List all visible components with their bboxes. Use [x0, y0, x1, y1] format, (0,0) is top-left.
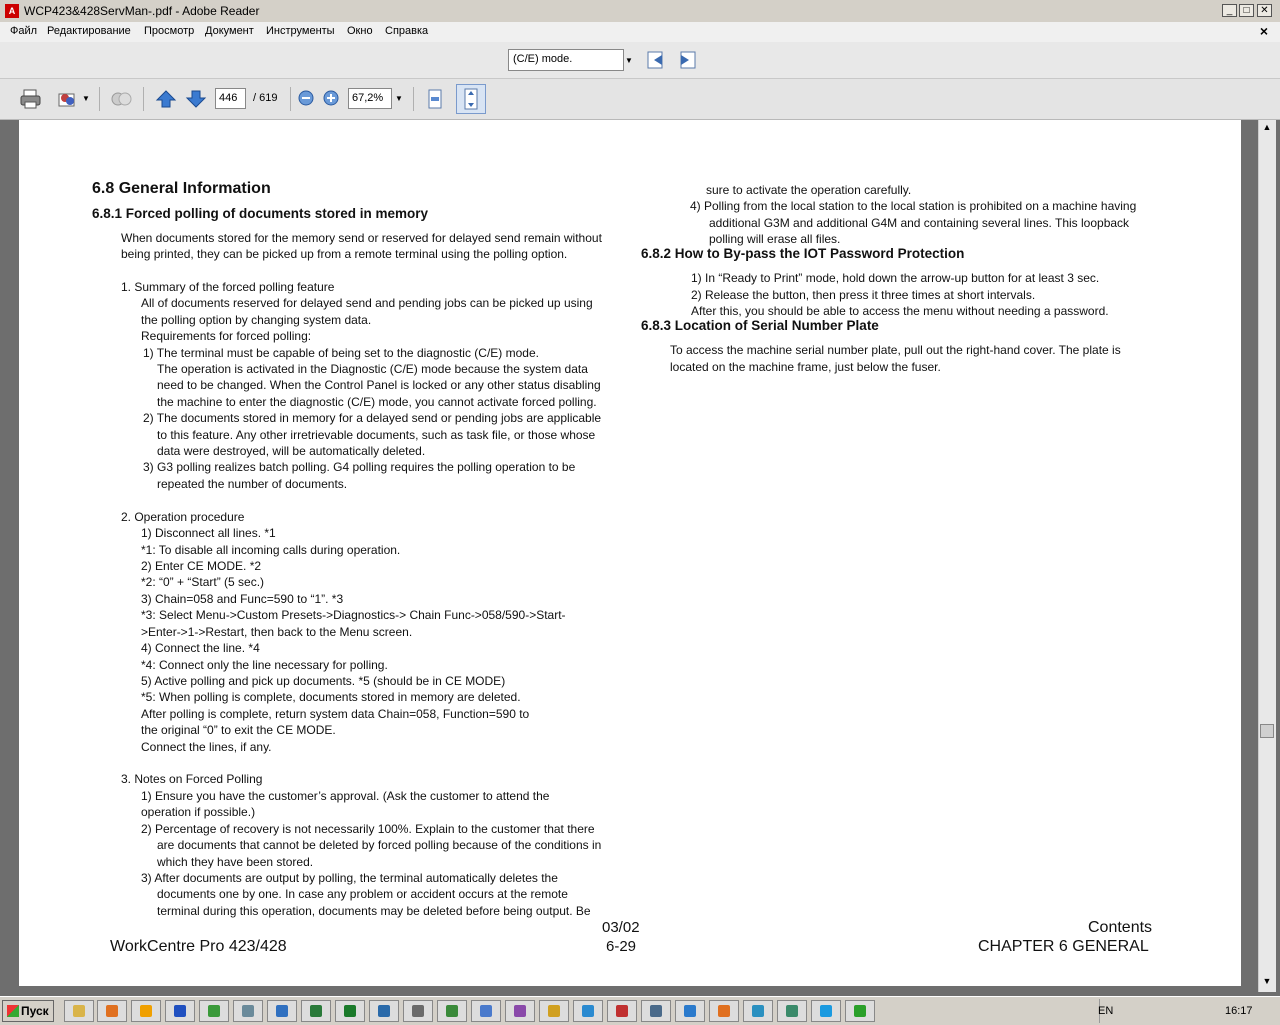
note-3: documents one by one. In case any problem or accident occurs at the remote: [157, 887, 568, 901]
taskbar-app-button[interactable]: [403, 1000, 433, 1022]
start-button[interactable]: [2, 1000, 54, 1022]
taskbar-app-button[interactable]: [199, 1000, 229, 1022]
section-1-line: Requirements for forced polling:: [141, 329, 312, 343]
app-icon: [854, 1005, 866, 1017]
taskbar-app-button[interactable]: [64, 1000, 94, 1022]
heading-6-8: 6.8 General Information: [92, 180, 271, 197]
app-icon: [582, 1005, 594, 1017]
requirement-3: 3) G3 polling realizes batch polling. G4 polling requires the polling operation to be: [143, 460, 576, 474]
title-bar: [0, 0, 1280, 23]
taskbar-app-button[interactable]: [505, 1000, 535, 1022]
app-icon: [514, 1005, 526, 1017]
app-icon: [378, 1005, 390, 1017]
find-next-icon[interactable]: [676, 49, 698, 71]
app-icon: [174, 1005, 186, 1017]
note-4: additional G3M and additional G4M and containing several lines. This loopback: [709, 216, 1130, 230]
taskbar: [0, 996, 1280, 1025]
find-toolbar: [0, 42, 1280, 79]
requirement-1: need to be changed. When the Control Panel is locked or any other status disabling: [157, 378, 601, 392]
procedure-line: *1: To disable all incoming calls during operation.: [141, 543, 401, 557]
pdf-page: [19, 120, 1241, 986]
fit-page-icon[interactable]: [456, 84, 486, 114]
procedure-line: >Enter->1->Restart, then back to the Menu screen.: [141, 625, 413, 639]
share-dropdown-icon[interactable]: ▼: [82, 94, 90, 103]
scroll-up-icon[interactable]: ▲: [1262, 122, 1272, 132]
procedure-line: *4: Connect only the line necessary for polling.: [141, 658, 388, 672]
toolbar-separator: [290, 87, 291, 111]
section-2-title: 2. Operation procedure: [121, 510, 245, 524]
bypass-step: After this, you should be able to access the menu without needing a password.: [691, 304, 1109, 318]
taskbar-app-button[interactable]: [777, 1000, 807, 1022]
taskbar-app-button[interactable]: [437, 1000, 467, 1022]
zoom-input[interactable]: 67,2%: [348, 88, 392, 109]
footer-date: 03/02: [602, 919, 640, 936]
taskbar-app-button[interactable]: [369, 1000, 399, 1022]
close-button[interactable]: ✕: [1257, 4, 1272, 17]
adobe-reader-icon: A: [5, 4, 19, 18]
taskbar-app-button[interactable]: [845, 1000, 875, 1022]
footer-product: WorkCentre Pro 423/428: [110, 938, 287, 955]
previous-page-icon[interactable]: [155, 88, 177, 110]
menu-file[interactable]: Файл: [10, 25, 38, 37]
taskbar-app-button[interactable]: [607, 1000, 637, 1022]
procedure-line: 4) Connect the line. *4: [141, 641, 260, 655]
procedure-line: the original “0” to exit the CE MODE.: [141, 723, 336, 737]
note-2: are documents that cannot be deleted by forced polling because of the conditions in: [157, 838, 602, 852]
note-3-continued: sure to activate the operation carefully.: [706, 183, 912, 197]
toolbar-separator: [143, 87, 144, 111]
app-icon: [106, 1005, 118, 1017]
scrolling-mode-icon[interactable]: [424, 88, 446, 110]
app-icon: [242, 1005, 254, 1017]
footer-contents-link[interactable]: Contents: [1088, 919, 1153, 936]
taskbar-app-button[interactable]: [811, 1000, 841, 1022]
serial-line: To access the machine serial number plate, pull out the right-hand cover. The plate is: [670, 343, 1121, 357]
window-title: WCP423&428ServMan-.pdf - Adobe Reader: [24, 4, 260, 18]
procedure-line: 1) Disconnect all lines. *1: [141, 526, 276, 540]
taskbar-app-button[interactable]: [573, 1000, 603, 1022]
app-icon: [276, 1005, 288, 1017]
heading-6-8-1: 6.8.1 Forced polling of documents stored in memory: [92, 206, 429, 221]
app-icon: [140, 1005, 152, 1017]
taskbar-app-button[interactable]: [301, 1000, 331, 1022]
requirement-1: 1) The terminal must be capable of being set to the diagnostic (C/E) mode.: [143, 346, 539, 360]
start-label: Пуск: [21, 1004, 49, 1018]
intro-line: When documents stored for the memory send or reserved for delayed send remain without: [121, 231, 602, 245]
menu-tools[interactable]: Инструменты: [266, 25, 335, 37]
app-icon: [446, 1005, 458, 1017]
taskbar-app-button[interactable]: [233, 1000, 263, 1022]
taskbar-app-button[interactable]: [131, 1000, 161, 1022]
section-1-title: 1. Summary of the forced polling feature: [121, 280, 335, 294]
toolbar-separator: [99, 87, 100, 111]
close-document-button[interactable]: ×: [1259, 23, 1268, 39]
heading-6-8-2: 6.8.2 How to By-pass the IOT Password Protection: [641, 246, 965, 261]
find-dropdown-icon[interactable]: ▼: [625, 56, 633, 65]
vertical-scrollbar[interactable]: [1258, 120, 1276, 992]
section-1-line: the polling option by changing system data.: [141, 313, 372, 327]
app-icon: [548, 1005, 560, 1017]
app-icon: [208, 1005, 220, 1017]
bypass-step: 1) In “Ready to Print” mode, hold down the arrow-up button for at least 3 sec.: [691, 271, 1100, 285]
app-icon: [752, 1005, 764, 1017]
minimize-button[interactable]: _: [1222, 4, 1237, 17]
app-icon: [310, 1005, 322, 1017]
bypass-step: 2) Release the button, then press it three times at short intervals.: [691, 288, 1036, 302]
document-area: [0, 120, 1258, 992]
maximize-button[interactable]: □: [1239, 4, 1254, 17]
app-icon: [786, 1005, 798, 1017]
menu-help[interactable]: Справка: [385, 25, 429, 37]
print-icon[interactable]: [19, 88, 41, 110]
note-2: 2) Percentage of recovery is not necessarily 100%. Explain to the customer that there: [141, 822, 595, 836]
intro-line: being printed, they can be picked up from a remote terminal using the polling option.: [121, 247, 568, 261]
main-toolbar: [0, 79, 1280, 120]
collaborate-icon[interactable]: [110, 88, 132, 110]
procedure-line: After polling is complete, return system data Chain=058, Function=590 to: [141, 707, 530, 721]
app-icon: [684, 1005, 696, 1017]
windows-logo-icon: [7, 1005, 19, 1017]
note-1: operation if possible.): [141, 805, 256, 819]
taskbar-app-button[interactable]: [743, 1000, 773, 1022]
note-3: terminal during this operation, documents may be deleted before being output. Be: [157, 904, 591, 918]
procedure-line: 2) Enter CE MODE. *2: [141, 559, 262, 573]
taskbar-app-button[interactable]: [539, 1000, 569, 1022]
zoom-in-icon[interactable]: [323, 90, 345, 112]
scroll-thumb[interactable]: [1260, 724, 1274, 738]
taskbar-app-button[interactable]: [335, 1000, 365, 1022]
taskbar-app-button[interactable]: [471, 1000, 501, 1022]
procedure-line: *2: “0” + “Start” (5 sec.): [141, 575, 265, 589]
find-previous-icon[interactable]: [645, 49, 667, 71]
requirement-2: to this feature. Any other irretrievable documents, such as task file, or those whose: [157, 428, 596, 442]
footer-page: 6-29: [606, 938, 637, 955]
page-number-input[interactable]: 446: [215, 88, 246, 109]
serial-line: located on the machine frame, just below the fuser.: [670, 360, 941, 374]
procedure-line: Connect the lines, if any.: [141, 740, 272, 754]
app-icon: [650, 1005, 662, 1017]
app-icon: [718, 1005, 730, 1017]
app-icon: [616, 1005, 628, 1017]
requirement-2: 2) The documents stored in memory for a delayed send or pending jobs are applicable: [143, 411, 602, 425]
system-tray: [1099, 999, 1280, 1023]
requirement-1: The operation is activated in the Diagnostic (C/E) mode because the system data: [157, 362, 588, 376]
app-icon: [412, 1005, 424, 1017]
taskbar-app-button[interactable]: [97, 1000, 127, 1022]
note-4: polling will erase all files.: [709, 232, 841, 246]
scroll-down-icon[interactable]: ▼: [1262, 976, 1272, 986]
next-page-icon[interactable]: [185, 88, 207, 110]
procedure-line: 3) Chain=058 and Func=590 to “1”. *3: [141, 592, 344, 606]
requirement-1: the machine to enter the diagnostic (C/E) mode, you cannot activate forced polling.: [157, 395, 597, 409]
section-1-line: All of documents reserved for delayed send and pending jobs can be picked up using: [141, 296, 593, 310]
requirement-2: data were destroyed, will be automatically deleted.: [157, 444, 426, 458]
clock: 16:17: [1225, 1005, 1253, 1017]
find-input[interactable]: (C/E) mode.: [508, 49, 624, 71]
procedure-line: *3: Select Menu->Custom Presets->Diagnostics-> Chain Func->058/590->Start-: [141, 608, 566, 622]
note-1: 1) Ensure you have the customer’s approval. (Ask the customer to attend the: [141, 789, 550, 803]
menu-window[interactable]: Окно: [347, 25, 373, 37]
procedure-line: 5) Active polling and pick up documents. *5 (should be in CE MODE): [141, 674, 506, 688]
menu-document[interactable]: Документ: [205, 25, 254, 37]
zoom-out-icon[interactable]: [298, 90, 320, 112]
footer-chapter: CHAPTER 6 GENERAL: [978, 938, 1149, 955]
taskbar-app-button[interactable]: [675, 1000, 705, 1022]
page-total: / 619: [253, 92, 278, 104]
menu-view[interactable]: Просмотр: [144, 25, 195, 37]
language-indicator[interactable]: EN: [1098, 1005, 1114, 1017]
taskbar-app-button[interactable]: [641, 1000, 671, 1022]
share-email-icon[interactable]: [56, 88, 78, 110]
menu-bar: [0, 22, 1280, 42]
taskbar-app-button[interactable]: [709, 1000, 739, 1022]
requirement-3: repeated the number of documents.: [157, 477, 348, 491]
taskbar-app-button[interactable]: [165, 1000, 195, 1022]
app-icon: [480, 1005, 492, 1017]
app-icon: [344, 1005, 356, 1017]
zoom-dropdown-icon[interactable]: ▼: [395, 94, 403, 103]
app-icon: [820, 1005, 832, 1017]
taskbar-app-button[interactable]: [267, 1000, 297, 1022]
menu-edit[interactable]: Редактирование: [47, 25, 131, 37]
note-2: which they have been stored.: [157, 855, 314, 869]
heading-6-8-3: 6.8.3 Location of Serial Number Plate: [641, 318, 879, 333]
note-3: 3) After documents are output by polling, the terminal automatically deletes the: [141, 871, 558, 885]
procedure-line: *5: When polling is complete, documents stored in memory are deleted.: [141, 690, 521, 704]
toolbar-separator: [413, 87, 414, 111]
note-4: 4) Polling from the local station to the local station is prohibited on a machine having: [690, 199, 1137, 213]
section-3-title: 3. Notes on Forced Polling: [121, 772, 263, 786]
app-icon: [73, 1005, 85, 1017]
